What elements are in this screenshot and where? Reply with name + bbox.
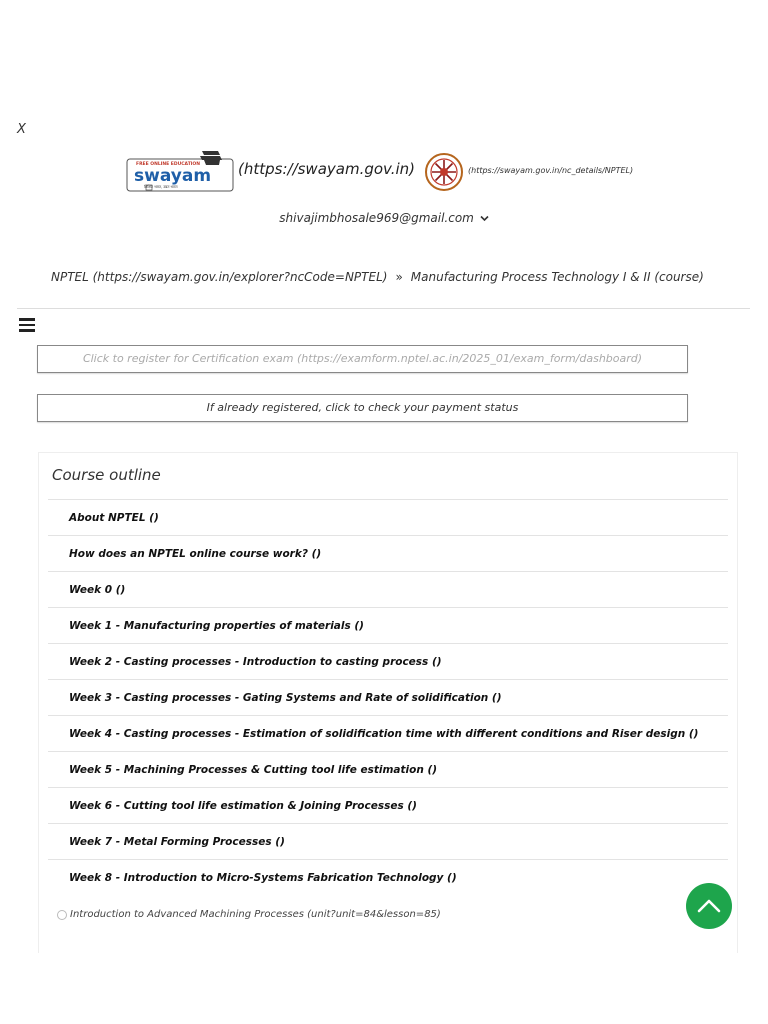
- chevron-up-icon: [697, 899, 721, 913]
- swayam-logo[interactable]: [126, 148, 234, 192]
- hamburger-icon[interactable]: [19, 318, 35, 332]
- outline-item-how-it-works[interactable]: How does an NPTEL online course work? (): [48, 535, 728, 571]
- outline-item-week-2[interactable]: Week 2 - Casting processes - Introduction to casting process (): [48, 643, 728, 679]
- outline-item-week-3[interactable]: Week 3 - Casting processes - Gating Systems and Rate of solidification (): [48, 679, 728, 715]
- nptel-link[interactable]: (https://swayam.gov.in/nc_details/NPTEL): [468, 166, 634, 175]
- user-menu[interactable]: [0, 211, 768, 225]
- scroll-to-top-button[interactable]: [686, 883, 732, 929]
- outline-item-week-7[interactable]: Week 7 - Metal Forming Processes (): [48, 823, 728, 859]
- outline-item-week-8[interactable]: Week 8 - Introduction to Micro-Systems Fabrication Technology (): [48, 859, 728, 895]
- svg-text:swayam: swayam: [134, 166, 212, 186]
- breadcrumb-separator: »: [395, 270, 403, 284]
- header-divider: [17, 308, 750, 309]
- breadcrumb-current: Manufacturing Process Technology I & II (course): [410, 270, 704, 284]
- certification-register-button[interactable]: Click to register for Certification exam (https://examform.nptel.ac.in/2025_01/exam_form/dashboard): [37, 345, 688, 373]
- nptel-logo[interactable]: [424, 152, 464, 192]
- outline-item-week-4[interactable]: Week 4 - Casting processes - Estimation of solidification time with different conditions and Riser design (): [48, 715, 728, 751]
- course-outline-list: [48, 499, 728, 895]
- outline-item-week-5[interactable]: Week 5 - Machining Processes & Cutting tool life estimation (): [48, 751, 728, 787]
- course-outline-title: Course outline: [52, 466, 161, 484]
- chevron-down-icon: [480, 215, 489, 222]
- svg-text:FREE ONLINE EDUCATION: FREE ONLINE EDUCATION: [136, 162, 201, 167]
- lesson-label: Introduction to Advanced Machining Processes (unit?unit=84&lesson=85): [70, 909, 441, 920]
- outline-item-week-1[interactable]: Week 1 - Manufacturing properties of materials (): [48, 607, 728, 643]
- outline-item-about-nptel[interactable]: About NPTEL (): [48, 499, 728, 535]
- payment-status-button[interactable]: If already registered, click to check your payment status: [37, 394, 688, 422]
- user-email[interactable]: shivajimbhosale969@gmail.com: [279, 211, 474, 225]
- breadcrumb-root[interactable]: NPTEL (https://swayam.gov.in/explorer?ncCode=NPTEL): [51, 270, 388, 284]
- svg-text:शिक्षित भारत, उन्नत भारत: शिक्षित भारत, उन्नत भारत: [144, 185, 178, 189]
- outline-item-week-0[interactable]: Week 0 (): [48, 571, 728, 607]
- lesson-status-circle-icon: [57, 910, 67, 920]
- close-button[interactable]: X: [17, 122, 26, 137]
- course-outline: [38, 452, 738, 953]
- breadcrumb: [51, 270, 704, 284]
- outline-item-week-6[interactable]: Week 6 - Cutting tool life estimation & Joining Processes (): [48, 787, 728, 823]
- site-header: [126, 146, 666, 196]
- swayam-link[interactable]: (https://swayam.gov.in): [238, 160, 415, 178]
- lesson-link[interactable]: [57, 909, 441, 920]
